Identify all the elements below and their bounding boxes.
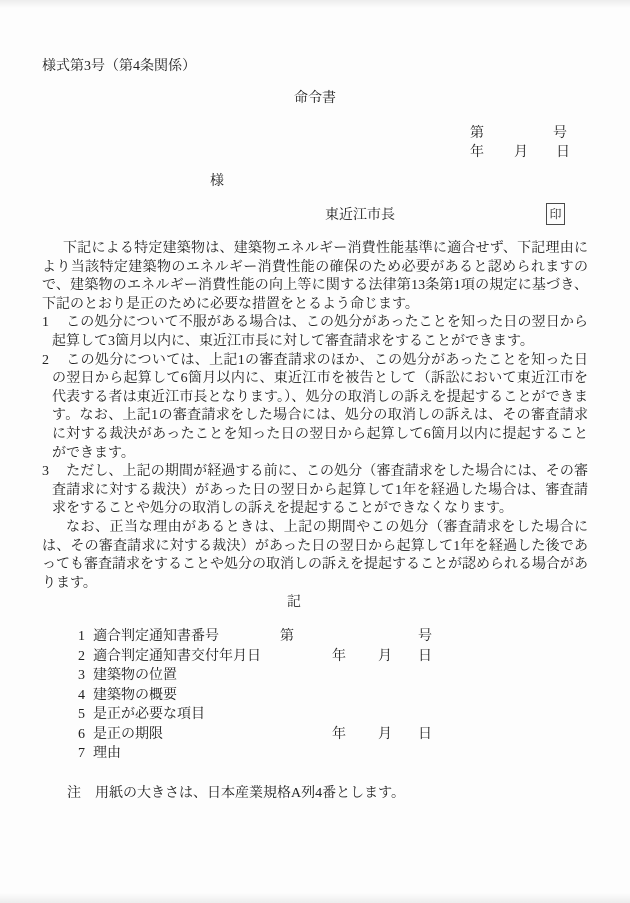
document-date-line — [0, 144, 630, 162]
month-blank: 月 — [378, 726, 392, 742]
year-blank: 年 — [332, 648, 346, 664]
date-month-label: 月 — [514, 145, 528, 160]
appeal-item-2 — [42, 352, 588, 464]
ki-heading: 記 — [287, 595, 301, 610]
appeal-item-1 — [42, 314, 588, 351]
ki-row-number: 4 — [78, 687, 85, 703]
issuer-name: 東近江市長 — [325, 208, 395, 223]
item-number: 2 — [42, 352, 49, 368]
ki-row-6 — [42, 726, 588, 746]
ki-row-label: 是正の期限 — [93, 726, 163, 742]
ki-row-4 — [42, 687, 588, 707]
ki-row-7 — [42, 745, 588, 765]
number-prefix-blank: 第 — [280, 629, 294, 644]
ki-row-number: 3 — [78, 668, 85, 683]
note-text: 用紙の大きさは、日本産業規格A列4番とします。 — [95, 786, 405, 801]
ki-row-number: 5 — [78, 707, 85, 722]
document-body — [42, 240, 588, 593]
scan-edge-bottom — [0, 893, 630, 903]
form-id: 様式第3号（第4条関係） — [42, 59, 196, 74]
ki-row-number: 6 — [78, 726, 85, 742]
ki-row-1 — [42, 628, 588, 648]
day-blank: 日 — [418, 648, 432, 664]
ki-row-number: 7 — [78, 746, 85, 761]
ki-row-number: 2 — [78, 648, 85, 664]
doc-number-prefix: 第 — [470, 126, 484, 141]
ki-row-label: 是正が必要な項目 — [93, 707, 205, 722]
date-year-label: 年 — [470, 145, 484, 160]
year-blank: 年 — [332, 726, 346, 742]
document-title: 命令書 — [294, 91, 336, 106]
document-number-line — [0, 125, 630, 143]
item-text: ただし、上記の期間が経過する前に、この処分（審査請求をした場合には、その審査請求に対する裁決）があった日の翌日から起算して1年を経過した場合は、審査請求をすることや処分の取消しの訴えを提起することができなくなります。 — [52, 464, 588, 517]
addressee-suffix: 様 — [210, 174, 224, 189]
appeal-item-3 — [42, 463, 588, 519]
paper-size-note — [42, 785, 588, 805]
item-number: 1 — [42, 315, 49, 331]
doc-number-suffix: 号 — [553, 126, 567, 141]
item-number: 3 — [42, 464, 49, 480]
number-suffix-blank: 号 — [418, 629, 432, 644]
ki-row-number: 1 — [78, 629, 85, 644]
scan-edge-top — [0, 0, 630, 8]
ki-row-3 — [42, 667, 588, 687]
note-marker: 注 — [67, 786, 81, 801]
ki-row-label: 適合判定通知書番号 — [93, 629, 219, 644]
ki-list — [42, 628, 588, 765]
ki-row-2 — [42, 648, 588, 668]
item-text: この処分について不服がある場合は、この処分があったことを知った日の翌日から起算して3箇月以内に、東近江市長に対して審査請求をすることができます。 — [52, 315, 588, 349]
ki-row-label: 建築物の概要 — [93, 687, 177, 703]
seal-mark: 印 — [546, 203, 565, 225]
month-blank: 月 — [378, 648, 392, 664]
ki-row-label: 建築物の位置 — [93, 668, 177, 683]
ki-row-label: 理由 — [93, 746, 121, 761]
appeal-item-3-supplement: なお、正当な理由があるときは、上記の期間やこの処分（審査請求をした場合には、その審査請求に対する裁決）があった日の翌日から起算して1年を経過した後であっても審査請求をすることや処分の取消しの訴えを提起することが認められる場合があります。 — [42, 519, 588, 591]
date-day-label: 日 — [556, 145, 570, 160]
day-blank: 日 — [418, 726, 432, 742]
item-text: この処分については、上記1の審査請求のほか、この処分があったことを知った日の翌日から起算して6箇月以内に、東近江市を被告として（訴訟において東近江市を代表する者は東近江市長となります。）、処分の取消しの訴えを提起することができます。なお、上記1の審査請求をした場合には、処分の取消しの訴えは、その審査請求に対する裁決があったことを知った日の翌日から起算して6箇月以内に提起することができます。 — [52, 352, 588, 461]
main-paragraph: 下記による特定建築物は、建築物エネルギー消費性能基準に適合せず、下記理由により当該特定建築物のエネルギー消費性能の確保のため必要があると認められますので、建築物のエネルギー消費性能の向上等に関する法律第13条第1項の規定に基づき、下記のとおり是正のために必要な措置をとるよう命じます。 — [42, 241, 588, 312]
ki-row-5 — [42, 706, 588, 726]
ki-row-label: 適合判定通知書交付年月日 — [93, 648, 261, 664]
